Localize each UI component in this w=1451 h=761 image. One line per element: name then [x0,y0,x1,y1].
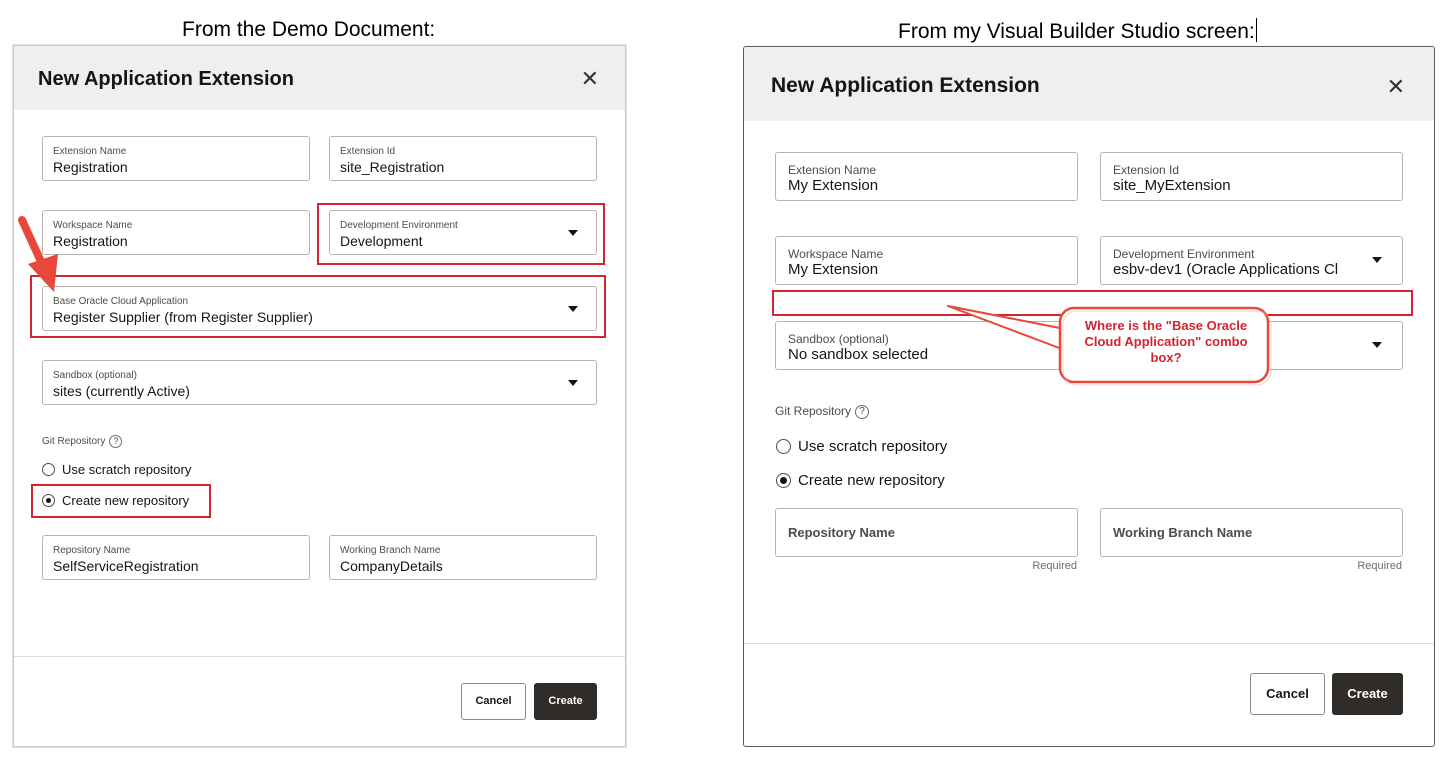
extension-name-label: Extension Name [53,146,127,157]
workspace-name-field[interactable] [42,210,310,255]
workspace-name-value: Registration [53,233,128,249]
extension-name-label: Extension Name [788,163,877,177]
repository-name-placeholder: Repository Name [788,525,895,540]
extension-name-field[interactable] [42,136,310,181]
radio-unchecked-icon [42,463,55,476]
sandbox-label: Sandbox (optional) [53,370,137,381]
workspace-name-label: Workspace Name [788,247,884,261]
radio-use-scratch-repository[interactable] [776,438,947,455]
development-environment-value: Development [340,233,423,249]
radio-create-new-repository[interactable] [776,472,945,489]
footer-divider [14,656,625,657]
chevron-down-icon [568,230,578,236]
base-application-label: Base Oracle Cloud Application [53,296,189,307]
working-branch-name-label: Working Branch Name [340,545,441,556]
red-arrow-icon [14,216,64,296]
git-repository-label: Git Repository ? [42,435,122,448]
help-icon[interactable]: ? [109,435,122,448]
sandbox-label: Sandbox (optional) [788,332,889,346]
repository-name-field[interactable] [775,508,1078,557]
extension-id-field[interactable] [1100,152,1403,201]
caption-studio-screen: From my Visual Builder Studio screen: [898,20,1255,43]
close-icon[interactable]: ✕ [580,66,599,91]
dialog-title: New Application Extension [771,74,1040,97]
footer-divider [744,643,1434,644]
working-branch-name-placeholder: Working Branch Name [1113,525,1253,540]
development-environment-value: esbv-dev1 (Oracle Applications Cl [1113,261,1339,278]
chevron-down-icon [1372,257,1382,263]
sandbox-value: No sandbox selected [788,346,929,363]
working-branch-name-field[interactable] [329,535,597,580]
text-cursor [1256,18,1257,42]
cancel-button[interactable]: Cancel [1250,673,1325,715]
radio-create-new-repository[interactable] [42,493,189,508]
radio-unchecked-icon [776,439,791,454]
close-icon[interactable]: ✕ [1386,74,1405,99]
chevron-down-icon [568,380,578,386]
create-button[interactable]: Create [534,683,597,720]
development-environment-select[interactable] [1100,236,1403,285]
base-application-select[interactable] [42,286,597,331]
workspace-name-label: Workspace Name [53,220,133,231]
studio-dialog [743,46,1435,747]
callout-text: Where is the "Base Oracle Cloud Application" combo box? [1084,318,1248,365]
extension-id-label: Extension Id [1113,163,1180,177]
demo-dialog [13,45,626,747]
sandbox-select[interactable] [42,360,597,405]
chevron-down-icon [568,306,578,312]
repository-name-required-hint: Required [1032,560,1077,572]
working-branch-name-field[interactable] [1100,508,1403,557]
development-environment-select[interactable] [329,210,597,255]
radio-checked-icon [776,473,791,488]
radio-label: Create new repository [798,472,945,489]
radio-label: Use scratch repository [62,462,192,477]
caption-demo-document: From the Demo Document: [182,18,436,41]
radio-label: Use scratch repository [798,438,948,455]
extension-id-value: site_Registration [340,159,445,175]
git-repository-label: Git Repository ? [775,404,869,419]
workspace-name-field[interactable] [775,236,1078,285]
working-branch-name-value: CompanyDetails [340,558,443,574]
extension-name-field[interactable] [775,152,1078,201]
repository-name-field[interactable] [42,535,310,580]
extension-name-value: Registration [53,159,128,175]
development-environment-label: Development Environment [1113,247,1255,261]
help-icon[interactable]: ? [855,405,869,419]
dialog-title: New Application Extension [38,68,294,90]
dialog-header [14,46,625,110]
radio-use-scratch-repository[interactable] [42,462,191,477]
development-environment-label: Development Environment [340,220,458,231]
radio-checked-icon [42,494,55,507]
dialog-header [744,47,1434,121]
extension-id-value: site_MyExtension [1113,177,1231,194]
extension-id-label: Extension Id [340,146,396,157]
sandbox-value: sites (currently Active) [53,383,190,399]
working-branch-name-required-hint: Required [1357,560,1402,572]
create-button[interactable]: Create [1332,673,1403,715]
repository-name-label: Repository Name [53,545,131,556]
chevron-down-icon [1372,342,1382,348]
repository-name-value: SelfServiceRegistration [53,558,199,574]
extension-name-value: My Extension [788,177,879,194]
radio-label: Create new repository [62,493,190,508]
workspace-name-value: My Extension [788,261,879,278]
extension-id-field[interactable] [329,136,597,181]
cancel-button[interactable]: Cancel [461,683,526,720]
base-application-value: Register Supplier (from Register Supplier) [53,309,313,325]
